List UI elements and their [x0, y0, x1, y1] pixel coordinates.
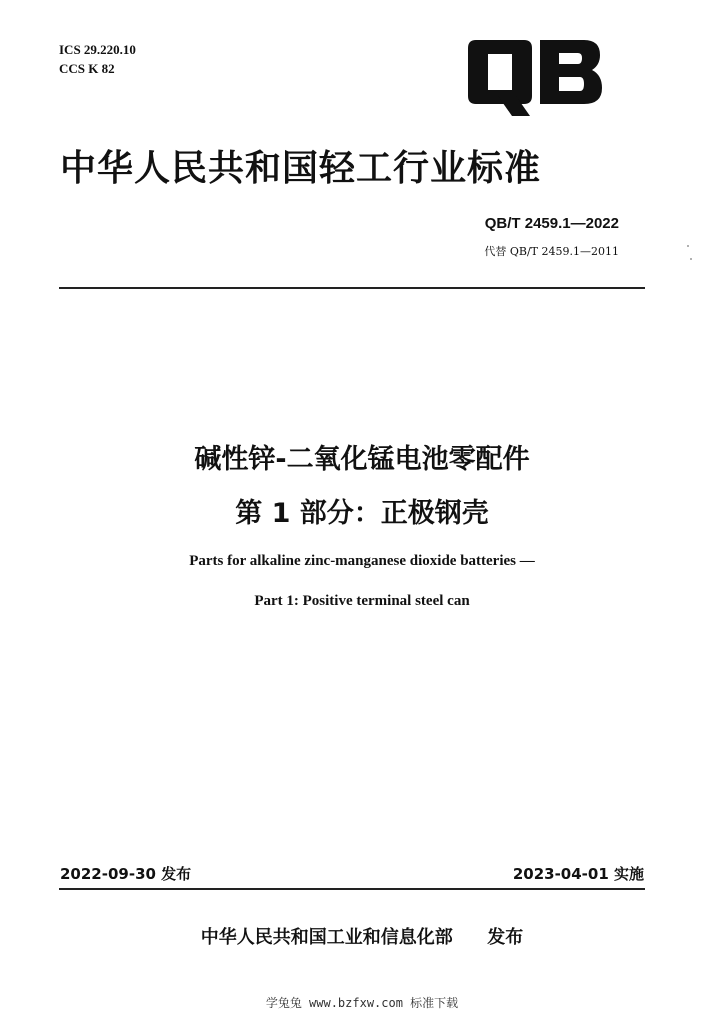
- scan-speck: [687, 245, 689, 247]
- publisher: [0, 923, 724, 949]
- standard-category-title: 中华人民共和国轻工行业标准: [60, 148, 542, 189]
- english-title-line1: Parts for alkaline zinc-manganese dioxide batteries —: [189, 553, 535, 569]
- publisher-name: 中华人民共和国工业和信息化部: [200, 927, 453, 948]
- ccs-code: CCS K 82: [59, 61, 115, 76]
- footer-divider: [59, 888, 645, 890]
- ics-code: ICS 29.220.10: [59, 42, 136, 57]
- implementation-date: 2023-04-01 实施: [512, 865, 644, 883]
- classification-codes: [59, 40, 136, 78]
- chinese-title-line1: 碱性锌-二氧化锰电池零配件: [194, 444, 530, 475]
- scan-speck: [690, 258, 692, 260]
- issue-date: 2022-09-30 发布: [60, 865, 192, 883]
- chinese-title-line2: 第 1 部分：正极钢壳: [235, 498, 489, 529]
- publisher-action: 发布: [487, 927, 524, 948]
- replaces-standard: 代替 QB/T 2459.1—2011: [484, 245, 619, 258]
- qb-logo: [466, 38, 604, 120]
- english-title-line2: Part 1: Positive terminal steel can: [254, 593, 470, 609]
- standard-number: QB/T 2459.1—2022: [484, 215, 619, 232]
- header-divider: [59, 287, 645, 289]
- watermark-footer: 学兔兔 www.bzfxw.com 标准下载: [265, 996, 459, 1010]
